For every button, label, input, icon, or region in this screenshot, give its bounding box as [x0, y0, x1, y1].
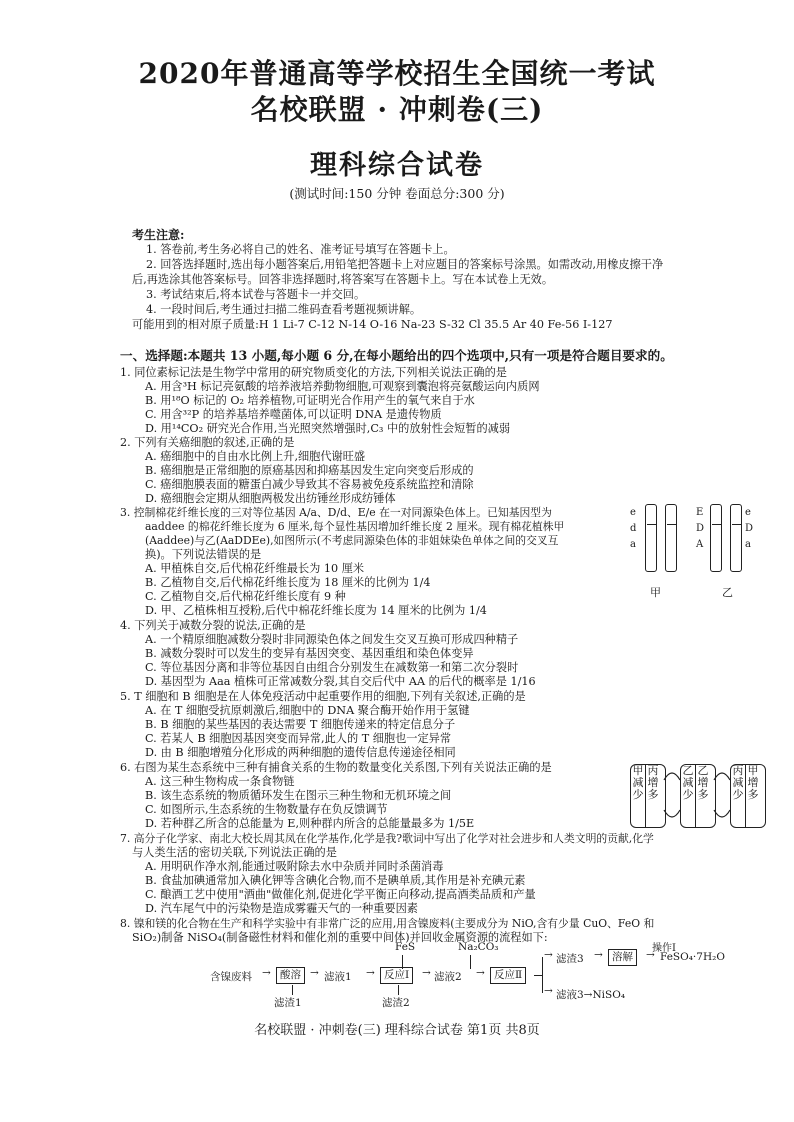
option-c: C. 癌细胞膜表面的糖蛋白减少导致其不容易被免疫系统监控和清除 [145, 478, 474, 491]
option-a: A. 这三种生物构成一条食物链 [145, 775, 295, 788]
gene-label: D [745, 523, 754, 534]
filtrate-1: 滤液1 [324, 971, 352, 983]
option-d: D. 由 B 细胞增殖分化形成的两种细胞的遗传信息传递途径相同 [145, 746, 456, 759]
gene-label: a [745, 539, 751, 550]
gene-label: D [696, 523, 705, 534]
residue-1: 滤渣1 [274, 997, 302, 1009]
option-b: B. 食盐加碘通常加入碘化钾等含碘化合物,而不是碘单质,其作用是补充碘元素 [145, 874, 526, 887]
atomic-mass-line: 可能用到的相对原子质量:H 1 Li-7 C-12 N-14 O-16 Na-23 S-32 Cl 35.5 Ar 40 Fe-56 I-127 [132, 318, 613, 331]
option-a: A. 一个精原细胞减数分裂时非同源染色体之间发生交叉互换可形成四种精子 [145, 633, 519, 646]
option-b: B. 癌细胞是正常细胞的原癌基因和抑癌基因发生定向突变后形成的 [145, 464, 474, 477]
reagent-fes: FeS [395, 941, 416, 953]
option-a: A. 用含³H 标记亮氨酸的培养液培养動物细胞,可观察到囊泡将亮氨酸运向内质网 [145, 380, 540, 393]
question-stem: (Aaddee)与乙(AaDDEe),如图所示(不考虑同源染色体的非姐妹染色单体之间的交叉互 [145, 534, 559, 547]
option-b: B. 用¹⁸O 标记的 O₂ 培养植物,可证明光合作用产生的氧气来自于水 [145, 394, 475, 407]
raw-material: 含镍废料 [210, 971, 252, 983]
option-c: C. 酿酒工艺中使用"酒曲"做催化剂,促进化学平衡正向移动,提高酒类品质和产量 [145, 888, 536, 901]
question-stem: 4. 下列关于减数分裂的说法,正确的是 [120, 619, 306, 632]
gene-label: A [696, 539, 704, 550]
question-stem: SiO₂)制备 NiSO₄(制备磁性材料和催化剂的重要中间体)并回收金属资源的流程如下: [132, 931, 548, 944]
gene-label: E [696, 507, 704, 518]
question-stem: aaddee 的棉花纤维长度为 6 厘米,每个显性基因增加纤维长度 2 厘米。现有棉花植株甲 [145, 520, 565, 533]
gene-label: e [630, 507, 636, 518]
notice-line: 2. 回答选择题时,选出每小题答案后,用铅笔把答题卡上对应题目的答案标号涂黑。如需改动,用橡皮擦干净 [146, 258, 664, 271]
step-reaction-2: 反应Ⅱ [490, 967, 526, 984]
option-b: B. 乙植物自交,后代棉花纤维长度为 18 厘米的比例为 1/4 [145, 576, 431, 589]
question-stem: 7. 高分子化学家、南北大校长周其凤在化学基作,化学是我?歌词中写出了化学对社会进步和人类文明的贡献,化学 [120, 832, 654, 845]
operation-1: 操作Ⅰ [652, 943, 676, 954]
residue-2: 滤渣2 [382, 997, 410, 1009]
chromosome-jia-right [665, 504, 677, 572]
option-d: D. 若种群乙所含的总能量为 E,则种群内所含的总能量最多为 1/5E [145, 817, 475, 830]
eco-text: 乙增多 [697, 764, 709, 801]
option-a: A. 甲植株自交,后代棉花纤维最长为 10 厘米 [145, 562, 365, 575]
filtrate-2: 滤液2 [434, 971, 462, 983]
gene-label: a [630, 539, 636, 550]
option-a: A. 用明矾作净水剂,能通过吸附除去水中杂质并同时杀菌消毒 [145, 860, 444, 873]
option-c: C. 若某人 B 细胞因基因突变而异常,此人的 T 细胞也一定异常 [145, 732, 452, 745]
notice-line: 4. 一段时间后,考生通过扫描二维码查看考题视频讲解。 [146, 303, 422, 316]
section-heading: 一、选择题:本题共 13 小题,每小题 6 分,在每小题给出的四个选项中,只有一项是符合题目要求的。 [120, 348, 673, 363]
notice-line: 3. 考试结束后,将本试卷与答题卡一并交回。 [146, 288, 366, 301]
chromosome-figure [620, 504, 770, 604]
label-jia: 甲 [650, 586, 661, 599]
gene-label: d [630, 523, 637, 534]
eco-text: 丙增多 [647, 764, 659, 801]
chromosome-yi-left [710, 504, 722, 572]
option-b: B. 该生态系统的物质循环发生在图示三种生物和无机环境之间 [145, 789, 452, 802]
label-yi: 乙 [722, 586, 733, 599]
question-stem: 1. 同位素标记法是生物学中常用的研究物质变化的方法,下列相关说法正确的是 [120, 366, 507, 379]
step-reaction-1: 反应Ⅰ [380, 967, 413, 984]
residue-3: 滤渣3 [556, 953, 584, 965]
exam-time-info: (测试时间:150 分钟 卷面总分:300 分) [289, 186, 505, 201]
option-c: C. 如图所示,生态系统的生物数量存在负反馈调节 [145, 803, 388, 816]
reagent-na2co3: Na₂CO₃ [458, 941, 499, 953]
question-stem: 5. T 细胞和 B 细胞是在人体免疫活动中起重要作用的细胞,下列有关叙述,正确的是 [120, 690, 526, 703]
page-footer: 名校联盟 · 冲刺卷(三) 理科综合试卷 第1页 共8页 [254, 1023, 540, 1038]
eco-text: 乙减少 [681, 765, 696, 827]
question-stem: 与人类生活的密切关联,下列说法正确的是 [132, 846, 337, 859]
exam-title-line1: 2020年普通高等学校招生全国统一考试 [138, 57, 656, 90]
option-b: B. 减数分裂时可以发生的变异有基因突变、基因重组和染色体变异 [145, 647, 474, 660]
option-d: D. 汽车尾气中的污染物是造成雾霾天气的一种重要因素 [145, 902, 418, 915]
question-stem: 2. 下列有关癌细胞的叙述,正确的是 [120, 436, 295, 449]
question-stem: 8. 镍和镁的化合物在生产和科学实验中有非常广泛的应用,用含镍废料(主要成分为 NiO,含有少量 CuO、FeO 和 [120, 917, 655, 930]
eco-text: 甲增多 [747, 764, 759, 801]
option-d: D. 用¹⁴CO₂ 研究光合作用,当光照突然增强时,C₃ 中的放射性会短暂的减弱 [145, 422, 511, 435]
exam-title-line2: 名校联盟 · 冲刺卷(三) [250, 93, 544, 126]
notice-line: 1. 答卷前,考生务必将自己的姓名、准考证号填写在答题卡上。 [146, 243, 455, 256]
ecosystem-figure [630, 760, 770, 836]
option-d: D. 基因型为 Aaa 植株可正常减数分裂,其自交后代中 AA 的后代的概率是 1/16 [145, 675, 536, 688]
chromosome-yi-right [730, 504, 742, 572]
option-c: C. 等位基因分离和非等位基因自由组合分别发生在减数第一和第二次分裂时 [145, 661, 519, 674]
option-c: C. 乙植物自交,后代棉花纤维长度有 9 种 [145, 590, 346, 603]
step-dissolve: 溶解 [608, 949, 637, 966]
step-acid-dissolve: 酸溶 [276, 967, 305, 984]
option-a: A. 在 T 细胞受抗原刺激后,细胞中的 DNA 聚合酶开始作用于氢键 [145, 704, 470, 717]
eco-text: 甲减少 [631, 765, 646, 827]
eco-text: 丙减少 [731, 765, 746, 827]
question-stem: 换)。下列说法错误的是 [145, 548, 262, 561]
filtrate-3-product: 滤液3→NiSO₄ [556, 989, 626, 1001]
notice-line: 后,再选涂其他答案标号。回答非选择题时,将答案写在答题卡上。写在本试卷上无效。 [132, 273, 554, 286]
eco-arrows [630, 760, 770, 836]
option-d: D. 癌细胞会定期从细胞两极发出纺锤丝形成纺锤体 [145, 492, 396, 505]
question-stem: 6. 右图为某生态系统中三种有捕食关系的生物的数量变化关系图,下列有关说法正确的是 [120, 761, 552, 774]
product-feso4: FeSO₄·7H₂O [660, 951, 725, 963]
process-flowchart: FeS Na₂CO₃ 含镍废料 → 酸溶 → 滤液1 → 反应Ⅰ → 滤液2 → 反应Ⅱ → 滤渣3 → 溶解 操作Ⅰ → FeSO₄·7H₂O → 滤液3→NiSO₄ 滤渣1 滤渣2 [210, 941, 725, 1009]
option-d: D. 甲、乙植株相互授粉,后代中棉花纤维长度为 14 厘米的比例为 1/4 [145, 604, 487, 617]
option-c: C. 用含³²P 的培养基培养噬菌体,可以证明 DNA 是遗传物质 [145, 408, 442, 421]
option-a: A. 癌细胞中的自由水比例上升,细胞代谢旺盛 [145, 450, 366, 463]
exam-subject-title: 理科综合试卷 [310, 150, 484, 181]
option-b: B. B 细胞的某些基因的表达需要 T 细胞传递来的特定信息分子 [145, 718, 456, 731]
gene-label: e [745, 507, 751, 518]
chromosome-jia-left [645, 504, 657, 572]
notice-heading: 考生注意: [132, 228, 185, 242]
question-stem: 3. 控制棉花纤维长度的三对等位基因 A/a、D/d、E/e 在一对同源染色体上。已知基因型为 [120, 506, 552, 519]
